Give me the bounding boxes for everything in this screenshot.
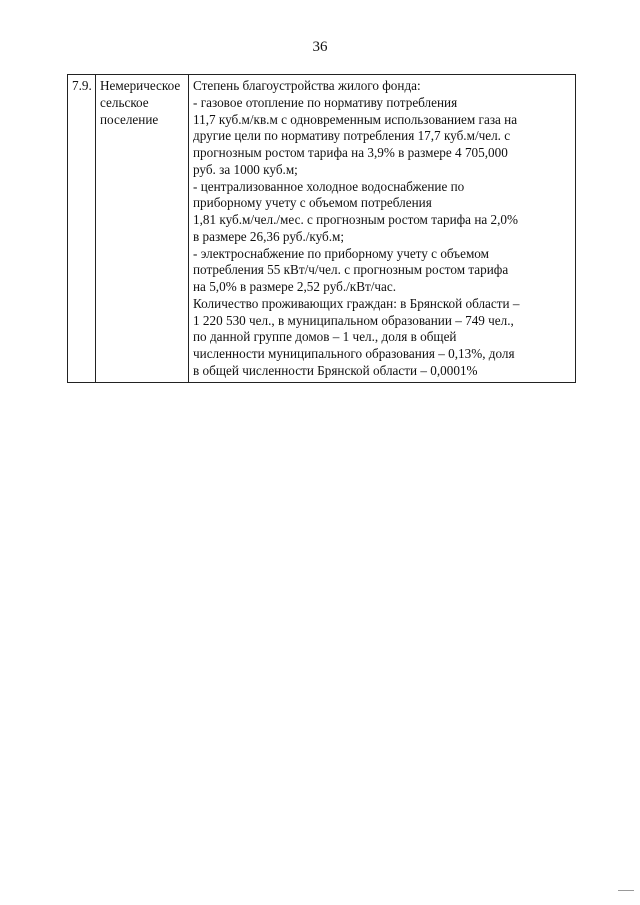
description-line: Степень благоустройства жилого фонда: <box>193 78 421 93</box>
row-number: 7.9. <box>72 78 92 93</box>
description-line: Количество проживающих граждан: в Брянской области – <box>193 295 520 311</box>
description-line: в размере 26,36 руб./куб.м; <box>193 228 345 244</box>
description-line: - электроснабжение по приборному учету с объемом <box>193 245 489 261</box>
description-line: численности муниципального образования – 0,13%, доля <box>193 346 515 361</box>
description-line: прогнозным ростом тарифа на 3,9% в размере 4 705,000 <box>193 145 508 160</box>
description-line: по данной группе домов – 1 чел., доля в общей <box>193 329 457 345</box>
settlement-name-cell <box>96 75 189 383</box>
row-number-cell <box>68 75 96 383</box>
description-line: 1,81 куб.м/чел./мес. с прогнозным ростом тарифа на 2,0% <box>193 212 518 227</box>
page-number: 36 <box>312 39 328 55</box>
description-cell <box>189 75 576 383</box>
description-line: руб. за 1000 куб.м; <box>193 161 298 177</box>
settlement-name-line: поселение <box>100 111 159 127</box>
description-line: другие цели по нормативу потребления 17,7 куб.м/чел. с <box>193 128 511 144</box>
description-line: - централизованное холодное водоснабжение по <box>193 178 465 194</box>
settlement-name-line: сельское <box>100 94 149 110</box>
description-line: 11,7 куб.м/кв.м с одновременным использованием газа на <box>193 111 518 127</box>
settlement-name-line: Немерическое <box>100 78 181 93</box>
description-line: в общей численности Брянской области – 0,0001% <box>193 362 478 378</box>
scan-edge-mark <box>618 890 634 891</box>
table-row <box>68 75 576 383</box>
main-table <box>67 74 576 383</box>
description-line: потребления 55 кВт/ч/чел. с прогнозным ростом тарифа <box>193 262 509 278</box>
description-line: 1 220 530 чел., в муниципальном образовании – 749 чел., <box>193 312 514 328</box>
description-line: - газовое отопление по нормативу потребления <box>193 94 458 110</box>
description-line: приборному учету с объемом потребления <box>193 195 432 211</box>
description-line: на 5,0% в размере 2,52 руб./кВт/час. <box>193 279 397 294</box>
